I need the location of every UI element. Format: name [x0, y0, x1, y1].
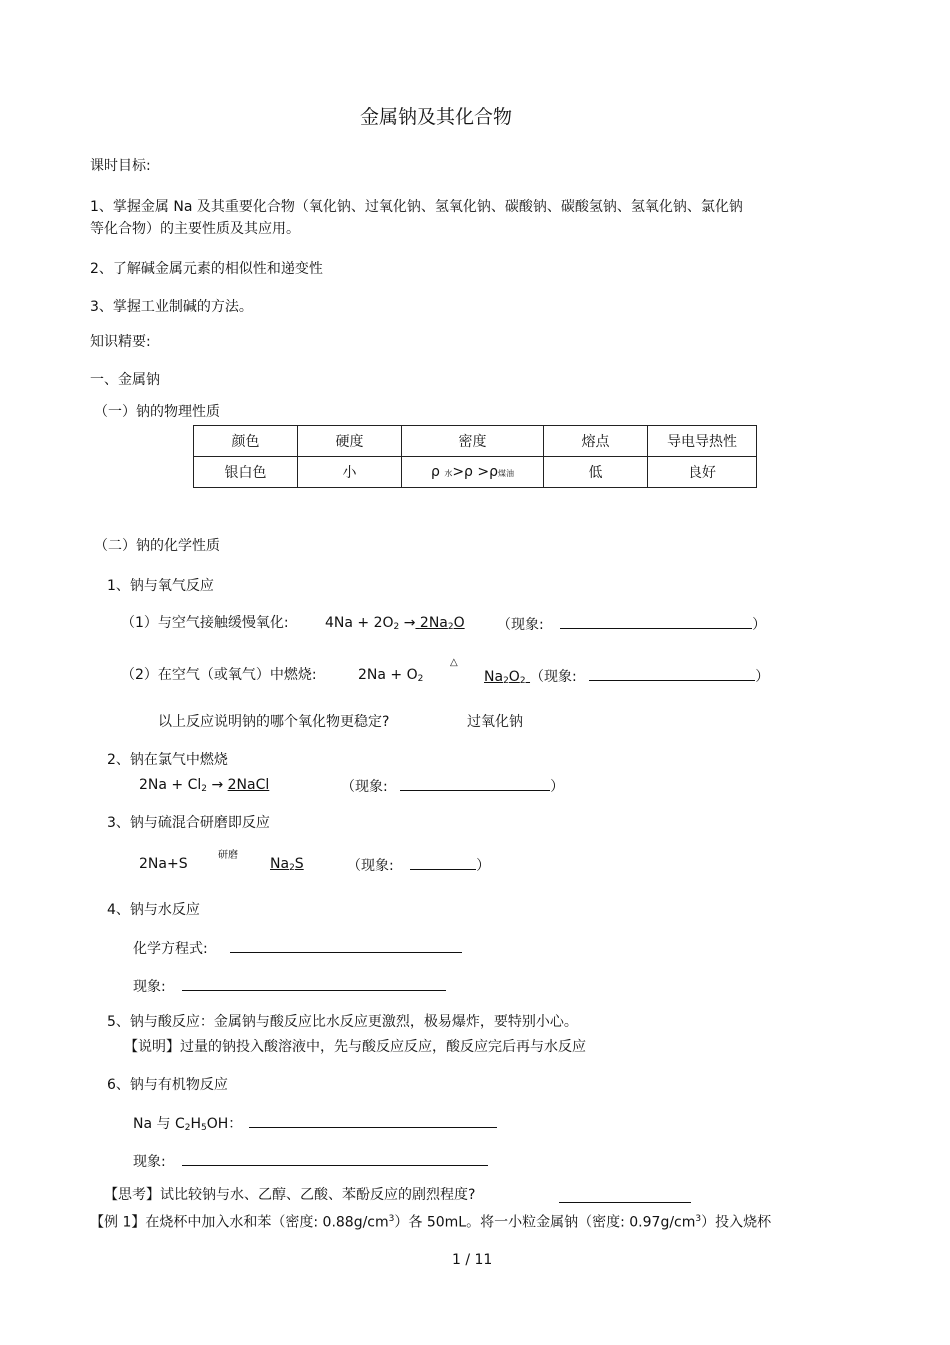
goal-1-line-b: 等化合物）的主要性质及其应用。: [90, 221, 300, 237]
physical-properties-table: [193, 425, 757, 488]
reaction-5-title: 5、钠与酸反应：金属钠与酸反应比水反应更激烈，极易爆炸，要特别小心。: [107, 1014, 578, 1030]
knowledge-label: 知识精要:: [90, 334, 151, 350]
goal-3: 3、掌握工业制碱的方法。: [90, 299, 253, 315]
answer-blank[interactable]: [182, 1151, 488, 1166]
reaction-4-equation-label: 化学方程式:: [133, 938, 462, 958]
table-cell: 小: [298, 457, 402, 488]
goals-label: 课时目标:: [90, 158, 151, 174]
answer-blank[interactable]: [410, 855, 476, 870]
answer-blank[interactable]: [182, 976, 446, 991]
reaction-2-phenomenon: （现象: ）: [341, 776, 564, 796]
reaction-1b-label: （2）在空气（或氧气）中燃烧:: [121, 667, 317, 683]
goal-2: 2、了解碱金属元素的相似性和递变性: [90, 261, 323, 277]
reaction-2-title: 2、钠在氯气中燃烧: [107, 752, 228, 768]
table-header-cell: 硬度: [298, 426, 402, 457]
reaction-6-title: 6、钠与有机物反应: [107, 1077, 228, 1093]
reaction-6-phenomenon: 现象:: [133, 1151, 488, 1171]
table-cell-density: ρ 水>ρ >ρ煤油: [402, 457, 544, 488]
goal-1-line-a: 1、掌握金属 Na 及其重要化合物（氧化钠、过氧化钠、氢氧化钠、碳酸钠、碳酸氢钠、氢氧化钠、氯化钠: [90, 199, 743, 215]
reaction-1a-phenomenon: （现象: ）: [497, 614, 766, 634]
reaction-4-phenomenon: 现象:: [133, 976, 446, 996]
answer-blank[interactable]: [589, 666, 755, 681]
reaction-1-title: 1、钠与氧气反应: [107, 578, 214, 594]
reaction-1a-label: （1）与空气接触缓慢氧化:: [121, 615, 289, 631]
reaction-2-equation: $2Na + Cl_2$ → 2NaCl: [139, 777, 270, 794]
heat-condition-icon: △: [450, 657, 458, 668]
table-cell: 低: [544, 457, 648, 488]
think-question: 【思考】试比较钠与水、乙醇、乙酸、苯酚反应的剧烈程度?: [104, 1187, 476, 1203]
reaction-1-question: 以上反应说明钠的哪个氧化物更稳定?: [158, 714, 390, 730]
table-header-cell: 导电导热性: [648, 426, 757, 457]
answer-blank[interactable]: [560, 614, 752, 629]
equation-blank[interactable]: [249, 1113, 497, 1128]
think-answer-blank[interactable]: [559, 1188, 691, 1203]
table-row: [194, 457, 757, 488]
reaction-2-product: 2NaCl: [227, 777, 270, 793]
table-header-cell: 密度: [402, 426, 544, 457]
table-cell: 银白色: [194, 457, 298, 488]
reaction-4-title: 4、钠与水反应: [107, 902, 200, 918]
example-1: 【例 1】在烧杯中加入水和苯（密度: $0.88g/cm^3$）各 50mL。将一小粒金属钠（密度: $0.97g/cm^3$）投入烧杯: [90, 1214, 772, 1231]
reaction-5-note: 【说明】过量的钠投入酸溶液中，先与酸反应反应，酸反应完后再与水反应: [124, 1039, 586, 1055]
reaction-3-phenomenon: （现象: ）: [347, 855, 490, 875]
reaction-3-product: $Na_2S$: [270, 856, 304, 873]
reaction-1a-equation: $4Na + 2O_2 \to 2Na_2O$: [325, 615, 465, 632]
table-cell: 良好: [648, 457, 757, 488]
table-header-cell: 熔点: [544, 426, 648, 457]
reaction-1a-product: $2Na_2O$: [419, 615, 465, 632]
subsection-physical: （一）钠的物理性质: [94, 404, 220, 420]
reaction-3-title: 3、钠与硫混合研磨即反应: [107, 815, 270, 831]
reaction-1b-product: $Na_2O_2$ （现象: ）: [484, 666, 769, 690]
equation-blank[interactable]: [230, 938, 462, 953]
reaction-1b-equation: $2Na + O_2$: [358, 667, 424, 684]
reaction-6-equation: Na 与 $C_2H_5OH$：: [133, 1113, 497, 1137]
reaction-3-equation: 2Na+S: [139, 856, 188, 872]
grinding-condition: 研磨: [218, 850, 238, 861]
section-sodium: 一、金属钠: [90, 372, 160, 388]
subsection-chemical: （二）钠的化学性质: [94, 538, 220, 554]
page-title: 金属钠及其化合物: [360, 106, 513, 128]
reaction-1-answer: 过氧化钠: [467, 714, 523, 730]
table-header-cell: 颜色: [194, 426, 298, 457]
page-number: 1 / 11: [452, 1252, 493, 1268]
answer-blank[interactable]: [400, 776, 550, 791]
table-header-row: [194, 426, 757, 457]
